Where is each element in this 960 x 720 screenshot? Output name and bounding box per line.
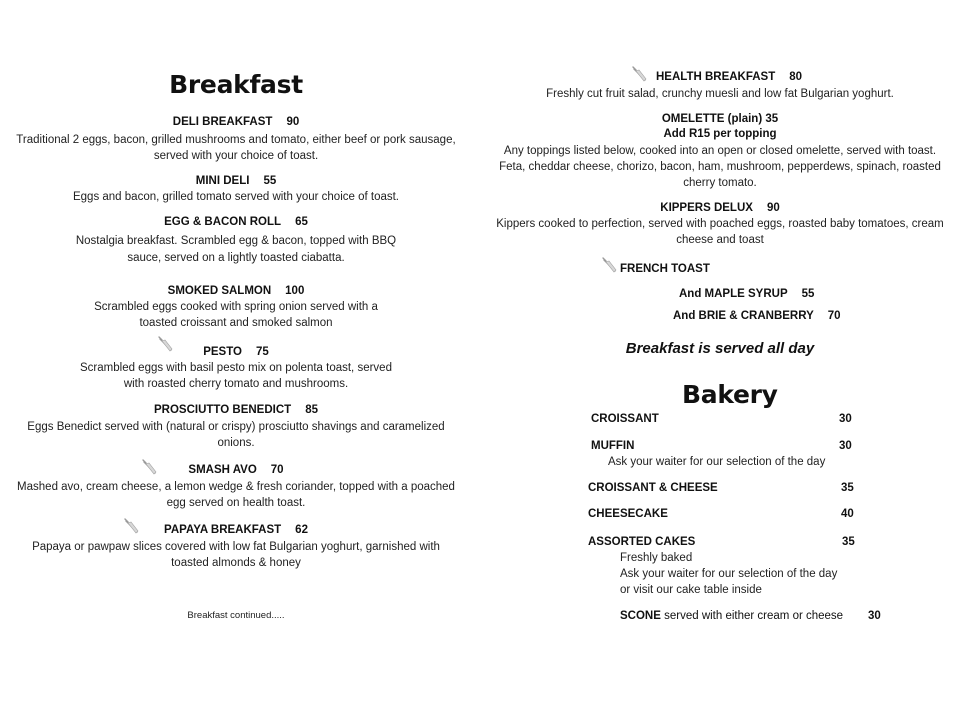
item-price: 75 [255, 346, 269, 358]
item-description [0, 233, 472, 266]
served-all-day-note: Breakfast is served all day [625, 340, 815, 357]
item-name: PESTO [203, 346, 242, 358]
breakfast-title: Breakfast [169, 70, 303, 99]
item-name: PROSCIUTTO BENEDICT [154, 404, 292, 416]
desc-line: toasted almonds & honey [171, 557, 301, 569]
desc-line: or visit our cake table inside [620, 584, 762, 596]
item-description [480, 86, 960, 102]
desc-line: Scrambled eggs with basil pesto mix on polenta toast, served [80, 362, 392, 374]
desc-line: served with your choice of toast. [153, 150, 319, 162]
item-price: 90 [766, 202, 780, 214]
item-name: MINI DELI [195, 175, 250, 187]
desc-line: cheese and toast [676, 234, 764, 246]
item-name: KIPPERS DELUX [660, 202, 753, 214]
bakery-item-muffin: MUFFIN [591, 440, 635, 452]
desc-line: Mashed avo, cream cheese, a lemon wedge & fresh coriander, topped with a poached [17, 481, 455, 493]
menu-item-omelette: OMELETTE (plain) 35 [661, 113, 779, 125]
desc-line: Feta, cheddar cheese, chorizo, bacon, ham, mushroom, pepperdews, spinach, roasted [499, 161, 941, 173]
bakery-price: 35 [842, 536, 855, 548]
bakery-price: 30 [839, 413, 852, 425]
item-price: 90 [286, 116, 300, 128]
healthy-marker-icon [630, 65, 650, 83]
item-description [0, 539, 472, 571]
bakery-item-scone [620, 610, 843, 622]
item-name: EGG & BACON ROLL [164, 216, 282, 228]
desc-line: toasted croissant and smoked salmon [139, 317, 333, 329]
menu-item-smoked-salmon [0, 285, 472, 297]
bakery-price: 30 [868, 610, 881, 622]
menu-item-papaya-breakfast [0, 524, 472, 536]
desc-line: Eggs Benedict served with (natural or crispy) prosciutto shavings and caramelized [27, 421, 445, 433]
healthy-marker-icon [600, 256, 620, 274]
item-description [0, 189, 472, 205]
item-description [0, 132, 472, 164]
bakery-item-croissant-cheese: CROISSANT & CHEESE [588, 482, 718, 494]
item-description [0, 419, 472, 451]
desc-line: Freshly cut fruit salad, crunchy muesli and low fat Bulgarian yoghurt. [546, 88, 894, 100]
option-label: And BRIE & CRANBERRY [673, 310, 814, 322]
bakery-title: Bakery [682, 380, 778, 409]
item-name: HEALTH BREAKFAST [656, 71, 776, 83]
item-name: SMOKED SALMON [167, 285, 272, 297]
item-price: 80 [789, 71, 803, 83]
item-name: DELI BREAKFAST [172, 116, 273, 128]
desc-line: Scrambled eggs cooked with spring onion served with a [94, 301, 378, 313]
menu-item-health-breakfast [656, 71, 802, 83]
option-price: 70 [827, 310, 841, 322]
item-name: PAPAYA BREAKFAST [164, 524, 282, 536]
menu-item-prosciutto-benedict [0, 404, 472, 416]
menu-item-deli-breakfast [0, 116, 472, 128]
bakery-price: 40 [841, 508, 854, 520]
item-price: 100 [285, 285, 305, 297]
desc-line: Eggs and bacon, grilled tomato served with your choice of toast. [72, 191, 399, 203]
desc-line: Any toppings listed below, cooked into an open or closed omelette, served with toast. [503, 145, 937, 157]
item-name: SCONE [620, 610, 661, 622]
menu-item-mini-deli [0, 175, 472, 187]
item-price: 70 [270, 464, 284, 476]
desc-line: with roasted cherry tomato and mushrooms. [123, 378, 349, 390]
omelette-topping-note: Add R15 per topping [663, 128, 777, 140]
desc-line: Kippers cooked to perfection, served with poached eggs, roasted baby tomatoes, cream [496, 218, 944, 230]
bakery-item-description [620, 550, 837, 598]
item-description [480, 143, 960, 191]
menu-item-kippers-delux [480, 202, 960, 214]
desc-line: cherry tomato. [683, 177, 757, 189]
menu-item-egg-bacon-roll [0, 216, 472, 228]
item-description [0, 479, 472, 511]
bakery-item-assorted-cakes: ASSORTED CAKES [588, 536, 696, 548]
item-price: 55 [263, 175, 277, 187]
item-price: 65 [295, 216, 308, 228]
desc-line: sauce, served on a lightly toasted ciabatta. [127, 252, 345, 264]
desc-line: Ask your waiter for our selection of the day [620, 568, 838, 580]
desc-line: Freshly baked [620, 552, 693, 564]
bakery-price: 30 [839, 440, 852, 452]
french-toast-option-brie [673, 310, 841, 322]
breakfast-continued-note: Breakfast continued..... [187, 610, 285, 621]
item-price: 85 [305, 404, 318, 416]
option-price: 55 [801, 288, 815, 300]
french-toast-option-maple [679, 288, 814, 300]
desc-line: Traditional 2 eggs, bacon, grilled mushrooms and tomato, either beef or pork sausage, [16, 134, 456, 146]
desc-line: onions. [217, 437, 255, 449]
desc-line: egg served on health toast. [166, 497, 306, 509]
item-description [0, 360, 472, 392]
bakery-item-cheesecake: CHEESECAKE [588, 508, 668, 520]
item-description [0, 299, 472, 331]
bakery-price: 35 [841, 482, 854, 494]
option-label: And MAPLE SYRUP [679, 288, 788, 300]
desc-line: Papaya or pawpaw slices covered with low fat Bulgarian yoghurt, garnished with [32, 541, 440, 553]
item-price: 62 [295, 524, 308, 536]
item-description [480, 216, 960, 248]
bakery-item-croissant: CROISSANT [591, 413, 659, 425]
item-suffix: served with either cream or cheese [660, 610, 844, 622]
bakery-item-description: Ask your waiter for our selection of the day [608, 456, 826, 468]
menu-item-pesto [0, 346, 472, 358]
item-name: SMASH AVO [188, 464, 257, 476]
menu-item-smash-avo [0, 464, 472, 476]
menu-item-french-toast: FRENCH TOAST [620, 263, 710, 275]
desc-line: Nostalgia breakfast. Scrambled egg & bacon, topped with BBQ [75, 235, 397, 247]
